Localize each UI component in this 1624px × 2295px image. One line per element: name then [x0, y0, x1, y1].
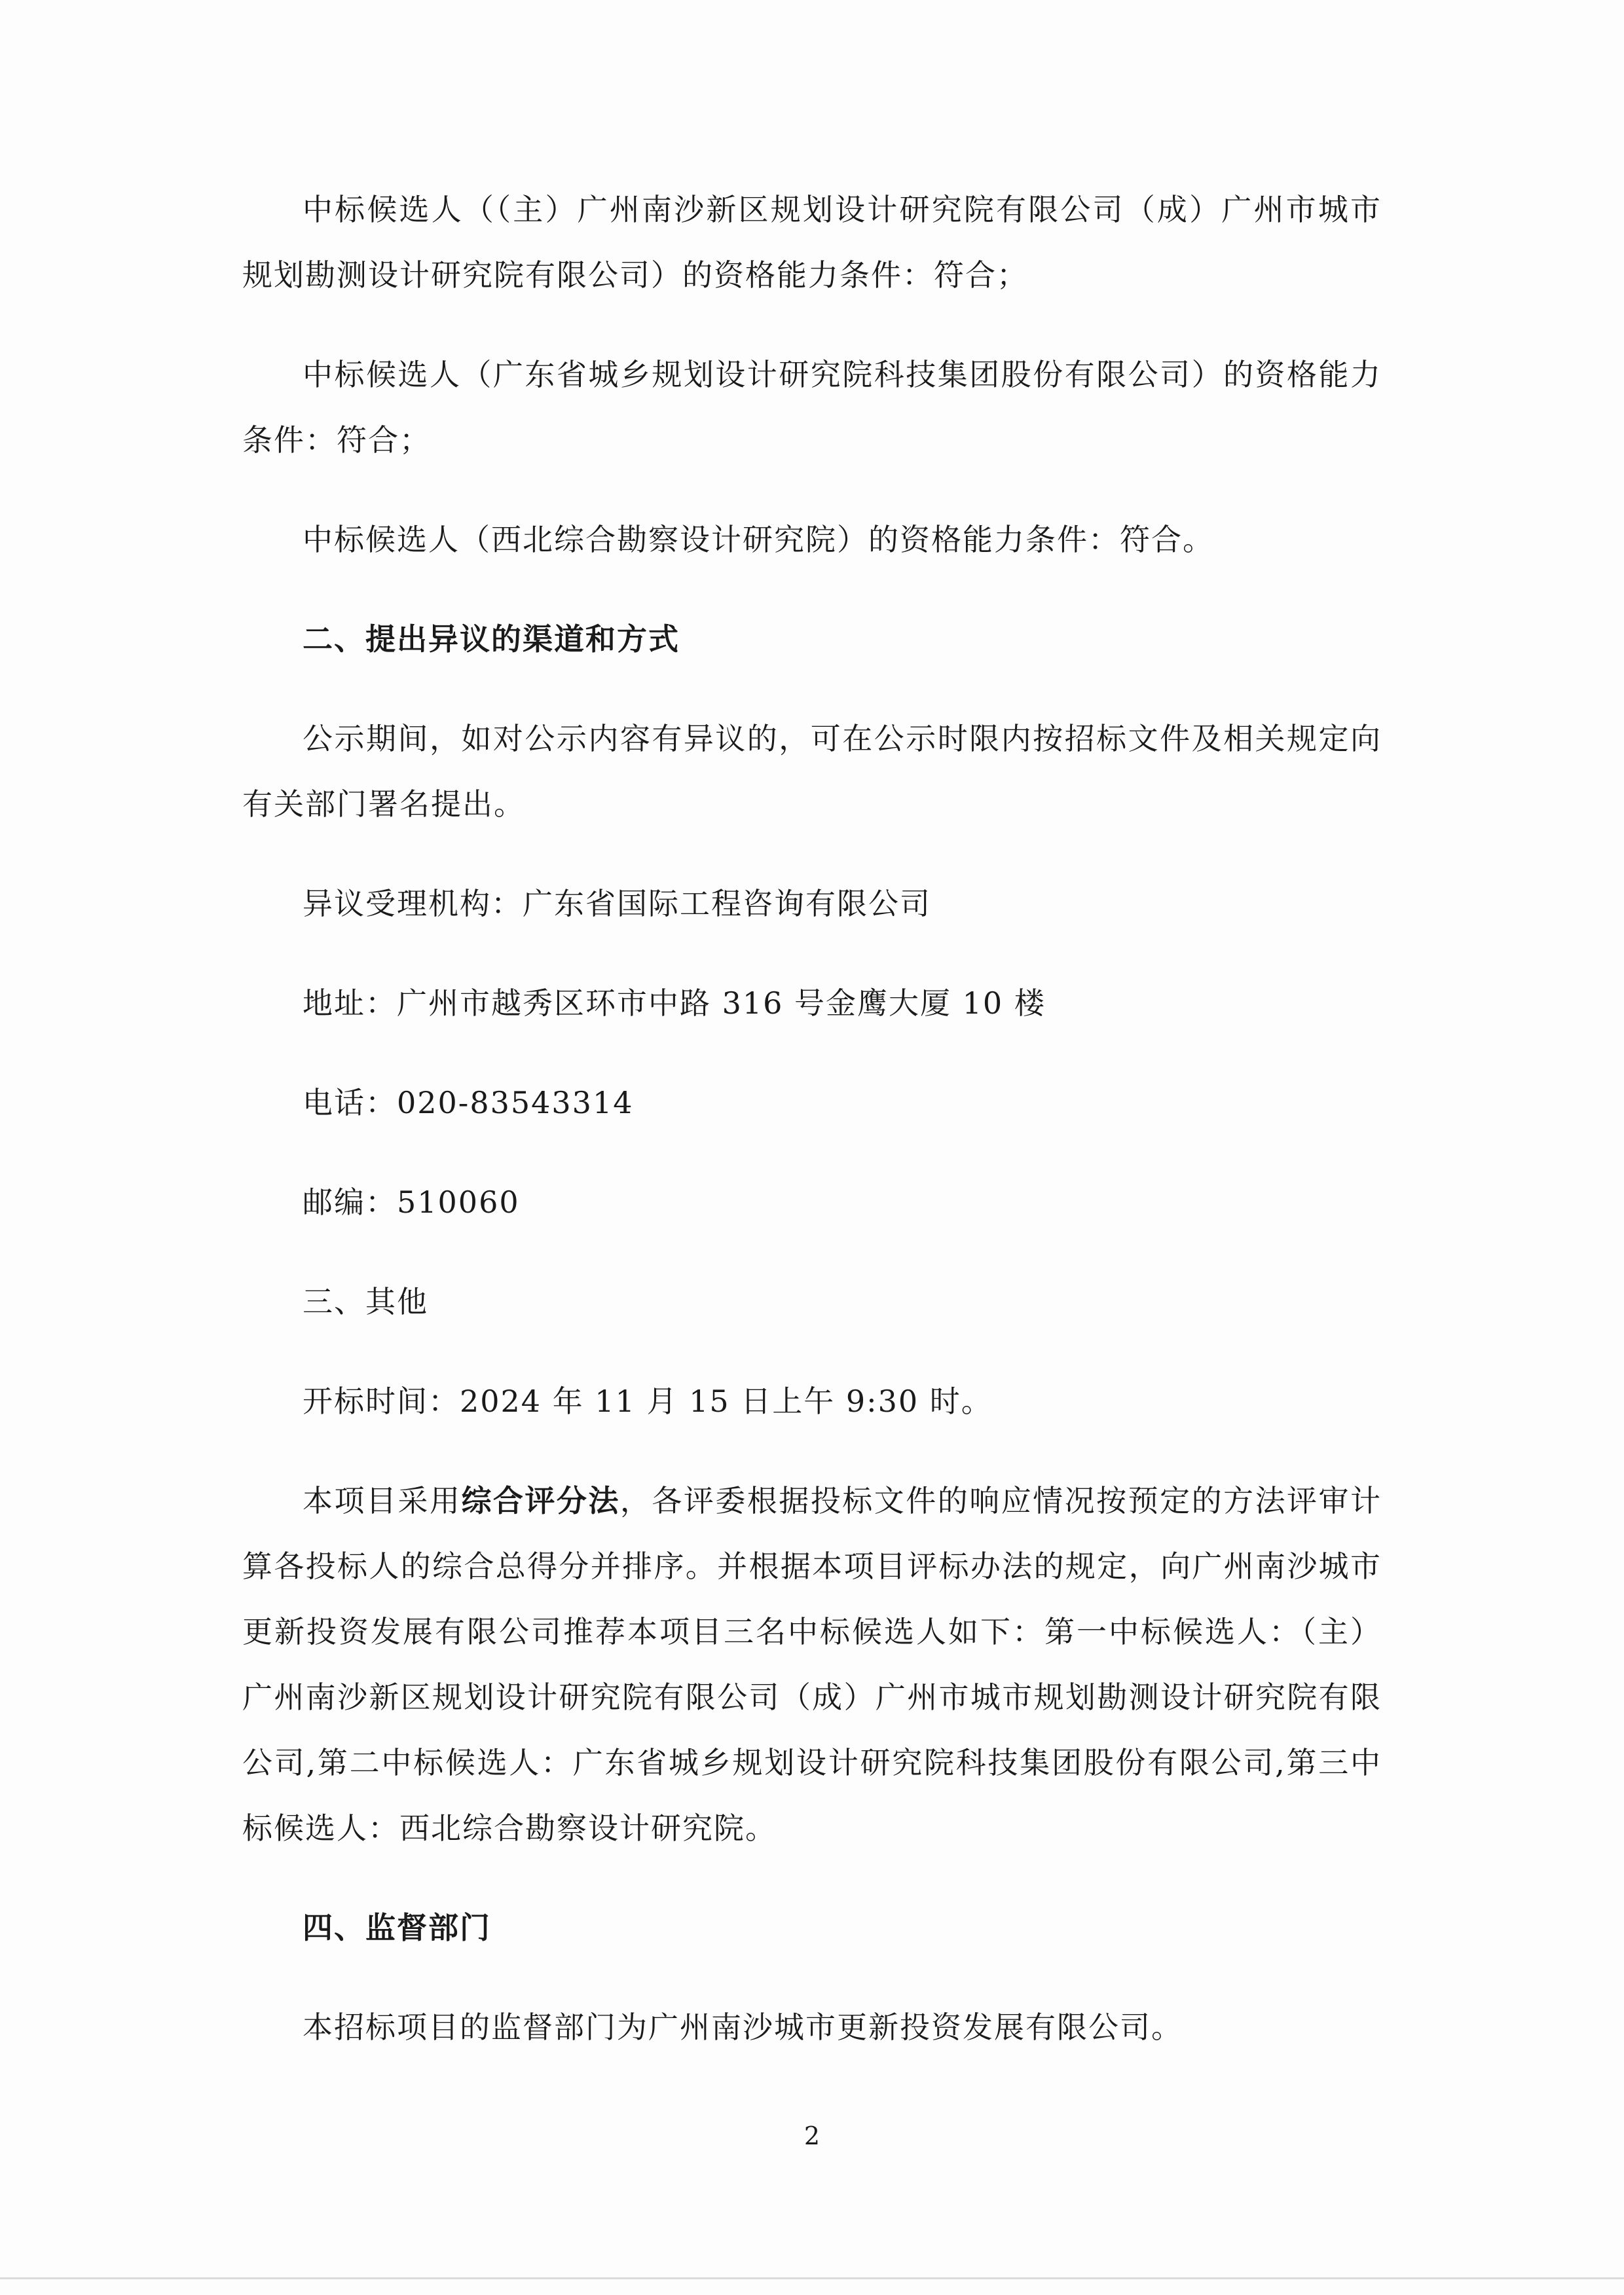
candidate-1-qualification: 中标候选人（（主）广州南沙新区规划设计研究院有限公司（成）广州市城市规划勘测设计研究院有限公司）的资格能力条件：符合； [242, 192, 1382, 293]
objection-address: 地址：广州市越秀区环市中路 316 号金鹰大厦 10 楼 [303, 985, 1046, 1021]
page-number: 2 [803, 2121, 821, 2150]
scan-edge-line [0, 2277, 1624, 2279]
section-2-heading: 二、提出异议的渠道和方式 [303, 621, 680, 657]
section-4-heading: 四、监督部门 [303, 1910, 491, 1945]
evaluation-method-paragraph [242, 1468, 1382, 1861]
objection-intro: 公示期间，如对公示内容有异议的，可在公示时限内按招标文件及相关规定向有关部门署名提出。 [242, 721, 1382, 822]
opening-time: 开标时间：2024 年 11 月 15 日上午 9:30 时。 [303, 1384, 993, 1419]
objection-agency: 异议受理机构：广东省国际工程咨询有限公司 [303, 886, 931, 921]
evaluation-method-name: 综合评分法 [461, 1483, 620, 1518]
evaluation-method-prefix: 本项目采用 [303, 1483, 462, 1518]
candidate-2-qualification: 中标候选人（广东省城乡规划设计研究院科技集团股份有限公司）的资格能力条件：符合； [242, 357, 1382, 458]
candidate-3-qualification: 中标候选人（西北综合勘察设计研究院）的资格能力条件：符合。 [303, 522, 1214, 557]
section-3-heading: 三、其他 [303, 1284, 428, 1319]
objection-phone: 电话：020-83543314 [303, 1085, 634, 1120]
evaluation-method-details: ，各评委根据投标文件的响应情况按预定的方法评审计算各投标人的综合总得分并排序。并根据本项目评标办法的规定，向广州南沙城市更新投资发展有限公司推荐本项目三名中标候选人如下：第一中标候选人：（主）广州南沙新区规划设计研究院有限公司（成）广州市城市规划勘测设计研究院有限公司,第二中标候选人：广东省城乡规划设计研究院科技集团股份有限公司,第三中标候选人：西北综合勘察设计研究院。 [242, 1483, 1382, 1846]
document-body [242, 177, 1382, 2094]
supervision-department: 本招标项目的监督部门为广州南沙城市更新投资发展有限公司。 [303, 2010, 1183, 2045]
objection-postcode: 邮编：510060 [303, 1184, 520, 1220]
